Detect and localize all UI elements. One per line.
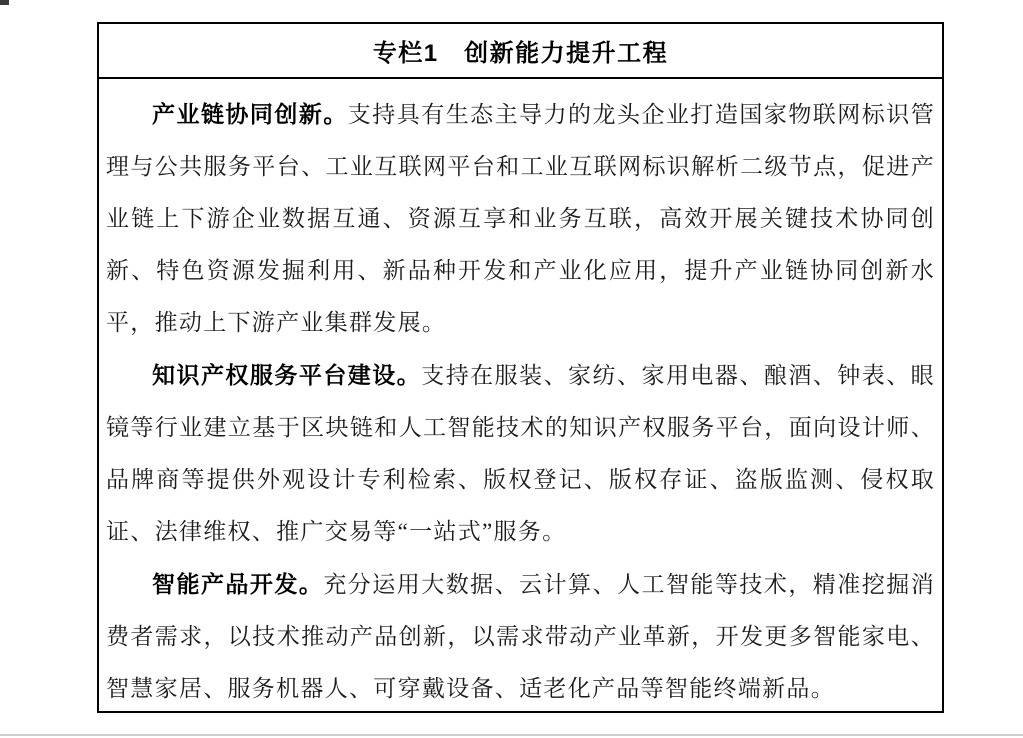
box-title: 专栏1 创新能力提升工程 <box>99 24 942 79</box>
scan-bottom-edge <box>0 734 1023 736</box>
paragraph-text: 支持具有生态主导力的龙头企业打造国家物联网标识管理与公共服务平台、工业互联网平台和工业互联网标识解析二级节点，促进产业链上下游企业数据互通、资源互享和业务互联，高效开展关键技术协同创新、特色资源发掘利用、新品种开发和产业化应用，提升产业链协同创新水平，推动上下游产业集群发展。 <box>106 102 935 335</box>
paragraph-lead: 产业链协同创新。 <box>152 101 348 127</box>
box-body <box>99 79 942 715</box>
paragraph <box>106 349 935 558</box>
paragraph-text: 支持在服装、家纺、家用电器、酿酒、钟表、眼镜等行业建立基于区块链和人工智能技术的知识产权服务平台，面向设计师、品牌商等提供外观设计专利检索、版权登记、版权存证、盗版监测、侵权取证、法律维权、推广交易等“一站式”服务。 <box>106 363 935 544</box>
paragraph-lead: 知识产权服务平台建设。 <box>152 362 422 388</box>
paragraph <box>106 88 935 349</box>
paragraph-text: 充分运用大数据、云计算、人工智能等技术，精准挖掘消费者需求，以技术推动产品创新，以需求带动产业革新，开发更多智能家电、智慧家居、服务机器人、可穿戴设备、适老化产品等智能终端新品。 <box>106 572 936 701</box>
paragraph-lead: 智能产品开发。 <box>152 571 324 597</box>
scan-corner-artifact <box>0 0 9 5</box>
paragraph <box>106 558 935 715</box>
callout-box <box>97 22 944 713</box>
